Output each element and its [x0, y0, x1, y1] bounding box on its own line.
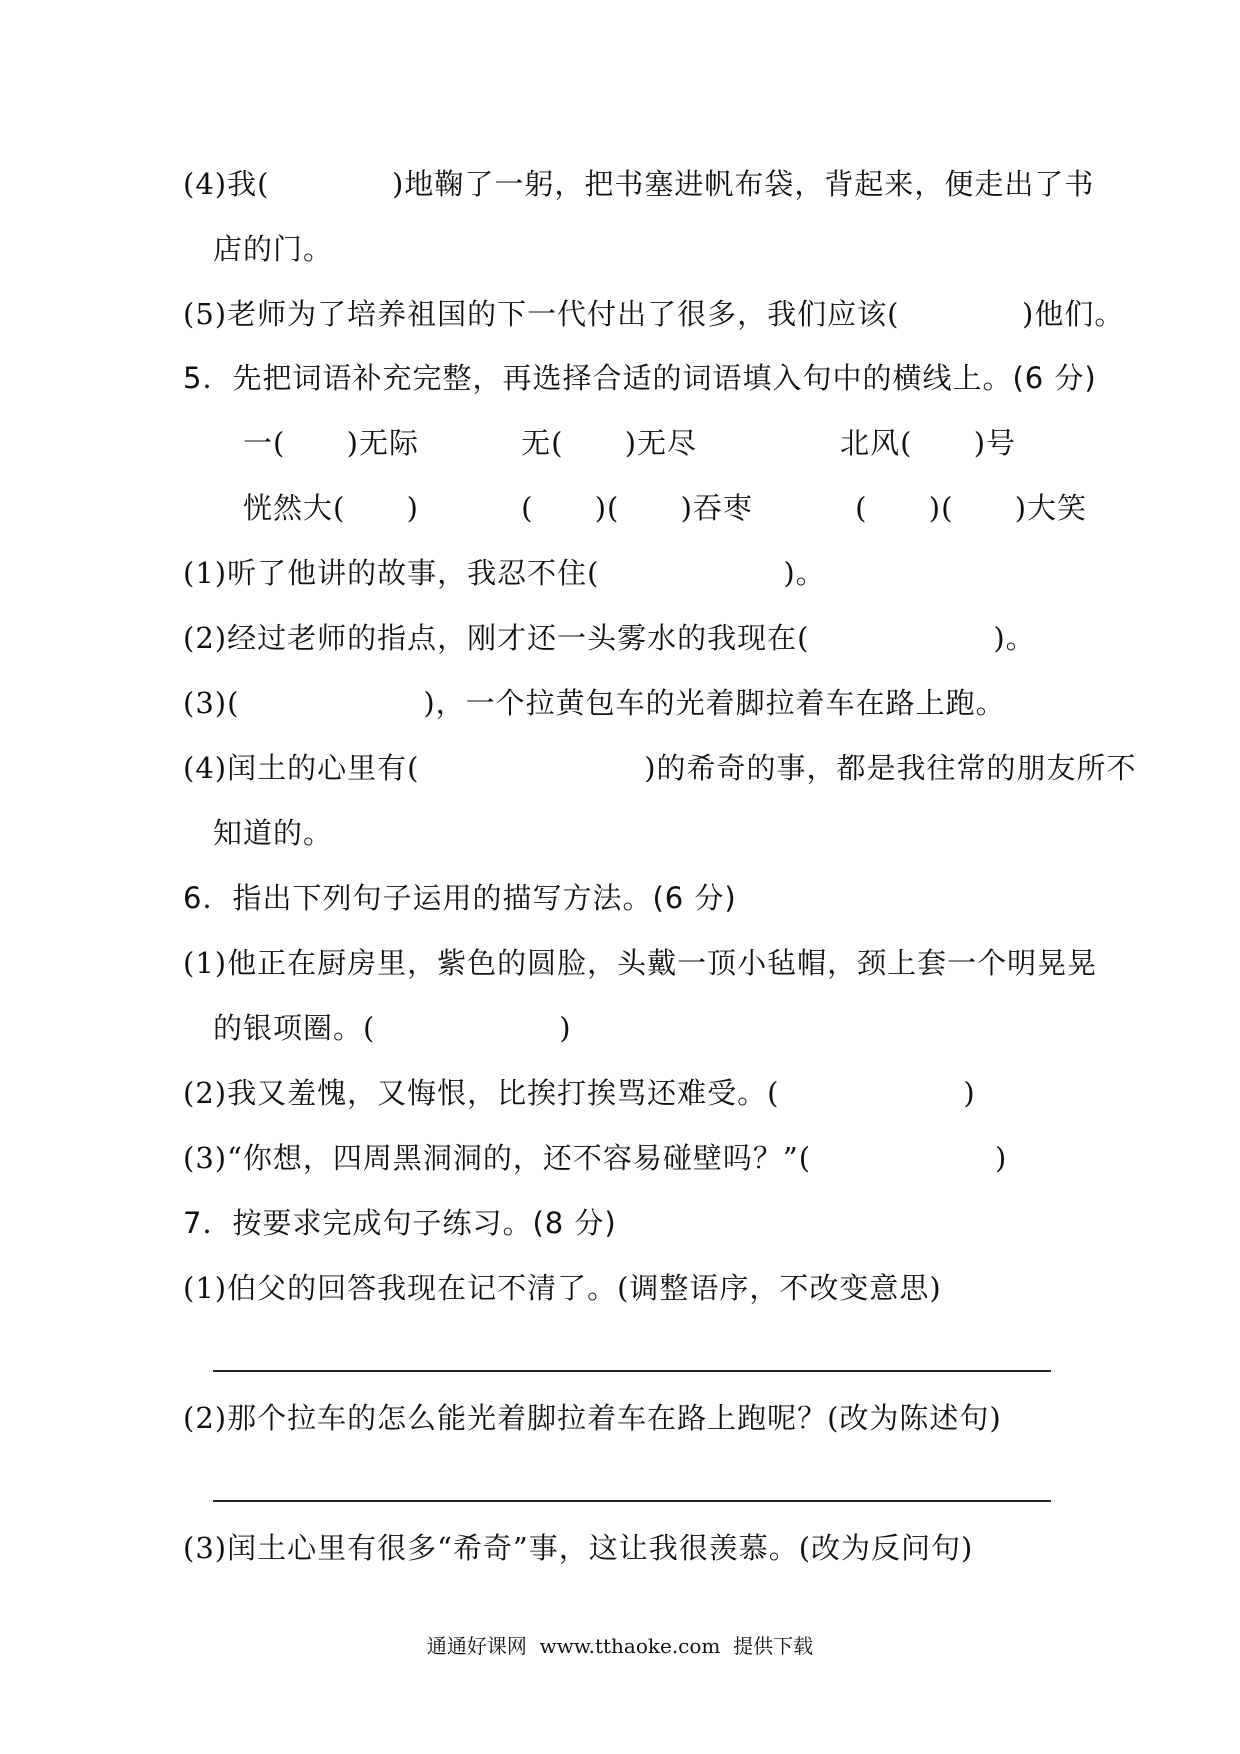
idiom-row-1: 一( )无际 无( )无尽 北风( )号: [243, 426, 1017, 460]
line-q5-4a: (4)闰土的心里有( )的希奇的事，都是我往常的朋友所不: [183, 751, 1137, 785]
line-q4-4a: (4)我( )地鞠了一躬，把书塞进帆布袋，背起来，便走出了书: [183, 167, 1095, 201]
question-7-heading: 7．按要求完成句子练习。(8 分): [183, 1206, 617, 1240]
line-q5-2: (2)经过老师的指点，刚才还一头雾水的我现在( )。: [183, 621, 1036, 655]
line-q4-4b: 店的门。: [213, 232, 334, 266]
answer-line-1[interactable]: [213, 1370, 1051, 1372]
line-q6-3: (3)“你想，四周黑洞洞的，还不容易碰壁吗？”( ): [183, 1141, 1008, 1175]
line-q6-1a: (1)他正在厨房里，紫色的圆脸，头戴一顶小毡帽，颈上套一个明晃晃: [183, 946, 1098, 980]
line-q4-5: (5)老师为了培养祖国的下一代付出了很多，我们应该( )他们。: [183, 297, 1125, 331]
question-5-heading: 5．先把词语补充完整，再选择合适的词语填入句中的横线上。(6 分): [183, 361, 1097, 395]
question-6-heading: 6．指出下列句子运用的描写方法。(6 分): [183, 881, 737, 915]
line-q7-1: (1)伯父的回答我现在记不清了。(调整语序，不改变意思): [183, 1271, 942, 1305]
footer-credit: 通通好课网 www.tthaoke.com 提供下载: [426, 1634, 814, 1658]
line-q5-4b: 知道的。: [213, 816, 334, 850]
line-q5-3: (3)( )，一个拉黄包车的光着脚拉着车在路上跑。: [183, 686, 1006, 720]
line-q5-1: (1)听了他讲的故事，我忍不住( )。: [183, 556, 826, 590]
line-q6-1b: 的银项圈。( ): [213, 1011, 572, 1045]
line-q7-3: (3)闰土心里有很多“希奇”事，这让我很羡慕。(改为反问句): [183, 1531, 974, 1565]
line-q6-2: (2)我又羞愧，又悔恨，比挨打挨骂还难受。( ): [183, 1076, 976, 1110]
answer-line-2[interactable]: [213, 1500, 1051, 1502]
line-q7-2: (2)那个拉车的怎么能光着脚拉着车在路上跑呢？(改为陈述句): [183, 1401, 1002, 1435]
idiom-row-2: 恍然大( ) ( )( )吞枣 ( )( )大笑: [243, 491, 1088, 525]
